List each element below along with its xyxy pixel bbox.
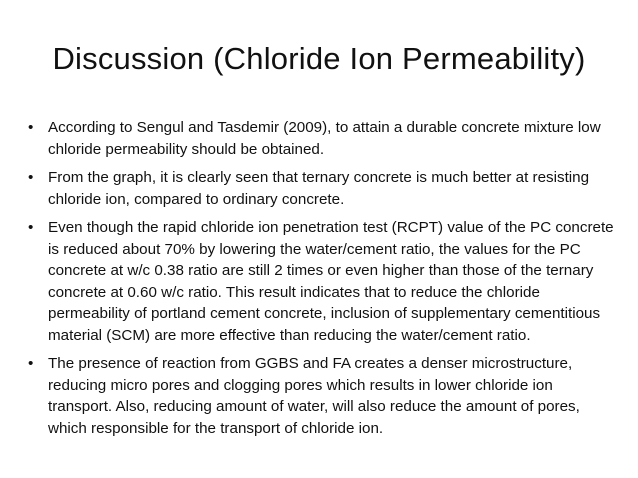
bullet-item — [28, 353, 618, 439]
bullet-icon: • — [28, 219, 34, 236]
bullet-icon: • — [28, 355, 34, 372]
bullet-item — [28, 167, 618, 210]
bullet-item — [28, 117, 618, 160]
bullet-text: According to Sengul and Tasdemir (2009), to attain a durable concrete mixture low chloride permeability should be obtained. — [48, 119, 601, 158]
bullet-text: Even though the rapid chloride ion penetration test (RCPT) value of the PC concrete is reduced about 70% by lowering the water/cement ratio, the values for the PC concrete at w/c 0.38 ratio are still 2 times or even higher than those of the ternary concrete at 0.60 w/c ratio. This result indicates that to reduce the chloride permeability of portland cement concrete, inclusion of supplementary cementitious material (SCM) are more effective than reducing the water/cement ratio. — [48, 219, 614, 344]
bullet-list — [28, 117, 618, 446]
bullet-text: The presence of reaction from GGBS and FA creates a denser microstructure, reducing micro pores and clogging pores which results in lower chloride ion transport. Also, reducing amount of water, will also reduce the amount of pores, which responsible for the transport of chloride ion. — [48, 355, 580, 437]
bullet-icon: • — [28, 169, 34, 186]
bullet-text: From the graph, it is clearly seen that ternary concrete is much better at resisting chloride ion, compared to ordinary concrete. — [48, 169, 590, 208]
slide-title: Discussion (Chloride Ion Permeability) — [52, 41, 586, 76]
bullet-icon: • — [28, 119, 34, 136]
bullet-item — [28, 217, 618, 346]
